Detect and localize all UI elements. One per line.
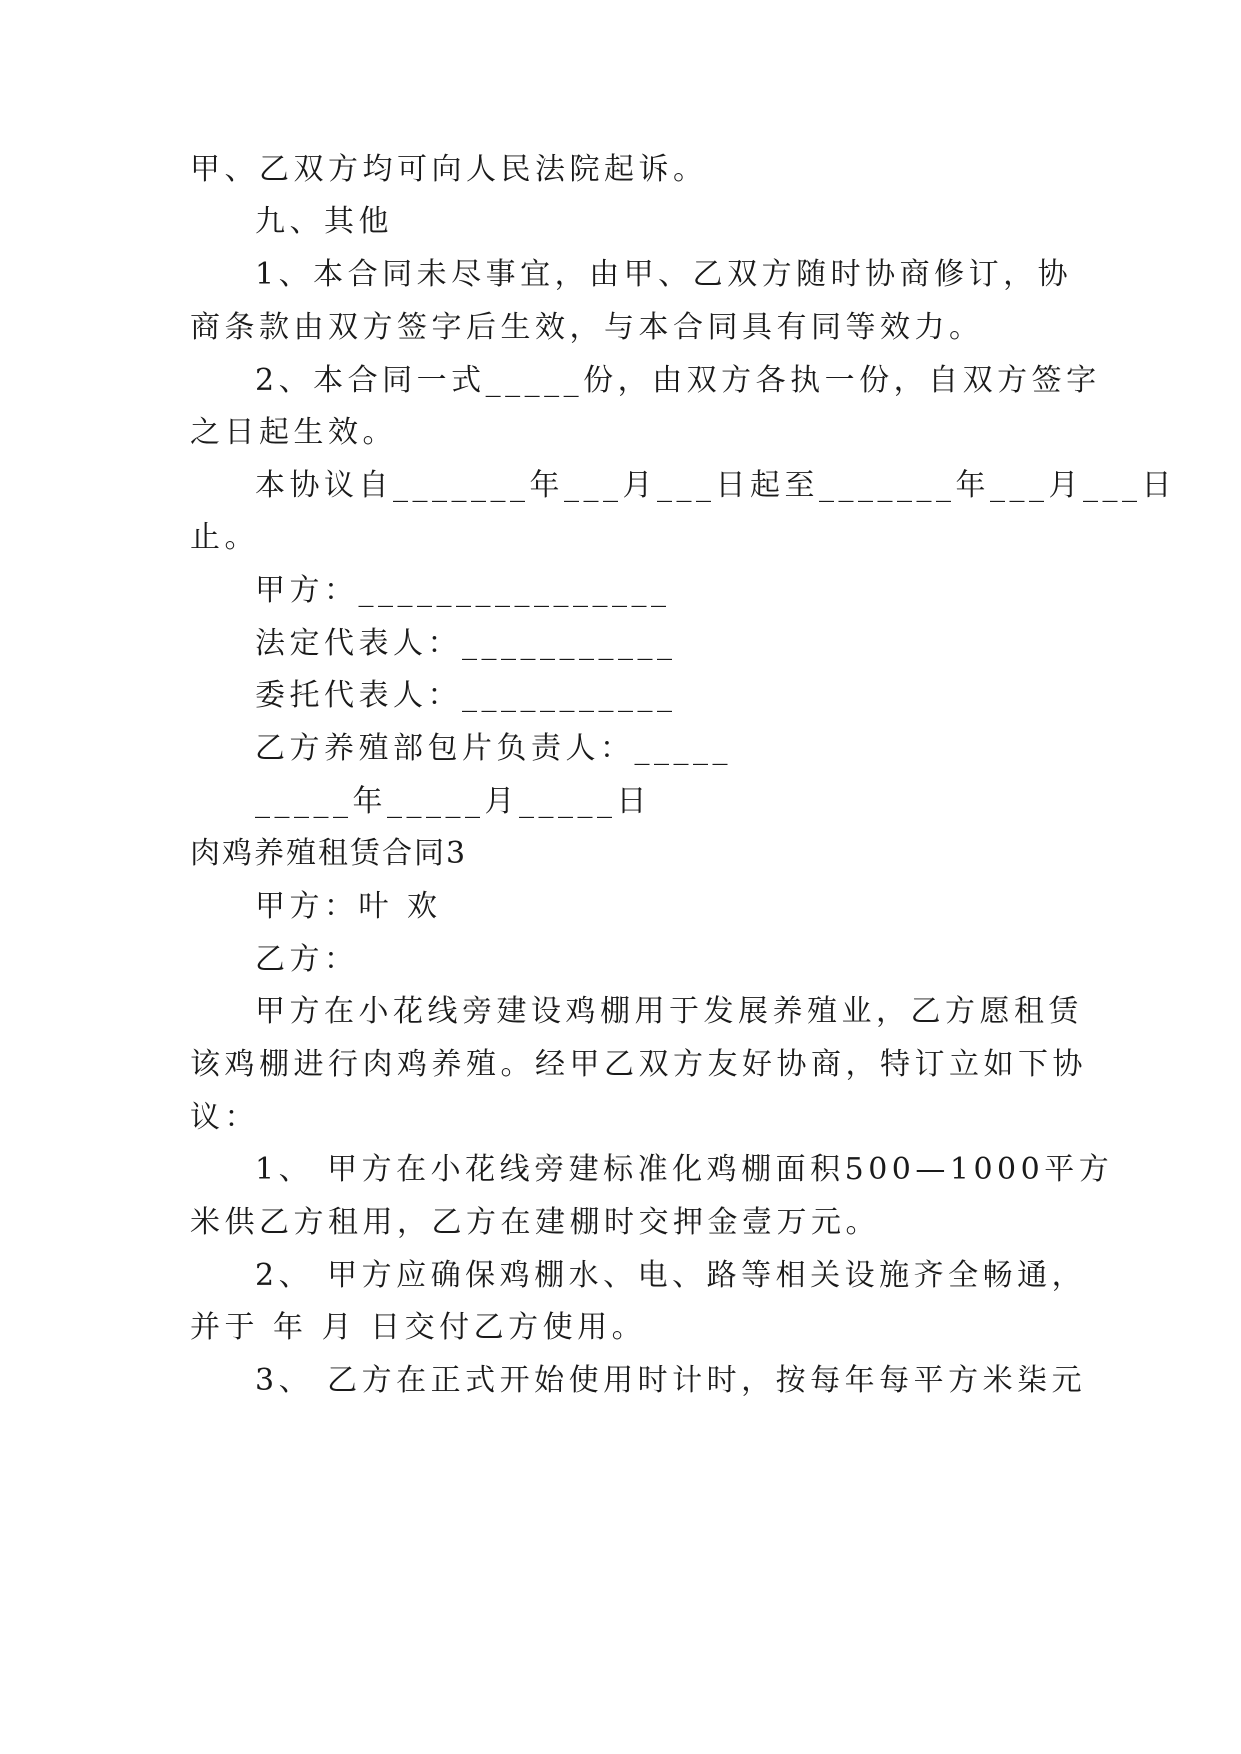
paragraph-line: 本协议自_______年___月___日起至_______年___月___日	[255, 468, 1176, 503]
paragraph-line: 之日起生效。	[190, 415, 397, 450]
signature-line: 法定代表人：___________	[255, 626, 677, 661]
paragraph-line: 米供乙方租用，乙方在建棚时交押金壹万元。	[190, 1205, 880, 1240]
paragraph-line: 并于 年 月 日交付乙方使用。	[190, 1310, 647, 1345]
paragraph-line: 1、本合同未尽事宜，由甲、乙双方随时协商修订，协	[255, 257, 1073, 292]
document-title: 肉鸡养殖租赁合同3	[190, 836, 468, 871]
paragraph-line: 议：	[190, 1100, 259, 1135]
paragraph-line: 该鸡棚进行肉鸡养殖。经甲乙双方友好协商，特订立如下协	[190, 1047, 1087, 1082]
signature-line: 甲方：________________	[255, 573, 671, 608]
paragraph-line: 1、 甲方在小花线旁建标准化鸡棚面积500—1000平方	[255, 1152, 1114, 1187]
date-line: _____年_____月_____日	[255, 784, 651, 819]
party-b-line: 乙方：	[255, 942, 359, 977]
section-heading: 九、其他	[255, 204, 393, 239]
paragraph-line: 甲、乙双方均可向人民法院起诉。	[190, 152, 708, 187]
paragraph-line: 止。	[190, 520, 259, 555]
paragraph-line: 商条款由双方签字后生效，与本合同具有同等效力。	[190, 310, 984, 345]
signature-line: 委托代表人：___________	[255, 678, 677, 713]
paragraph-line: 2、本合同一式_____份，由双方各执一份，自双方签字	[255, 363, 1101, 398]
party-a-line: 甲方：叶 欢	[255, 889, 442, 924]
paragraph-line: 甲方在小花线旁建设鸡棚用于发展养殖业，乙方愿租赁	[255, 994, 1083, 1029]
paragraph-line: 2、 甲方应确保鸡棚水、电、路等相关设施齐全畅通，	[255, 1258, 1087, 1293]
signature-line: 乙方养殖部包片负责人：_____	[255, 731, 732, 766]
paragraph-line: 3、 乙方在正式开始使用时计时，按每年每平方米柒元	[255, 1363, 1087, 1398]
